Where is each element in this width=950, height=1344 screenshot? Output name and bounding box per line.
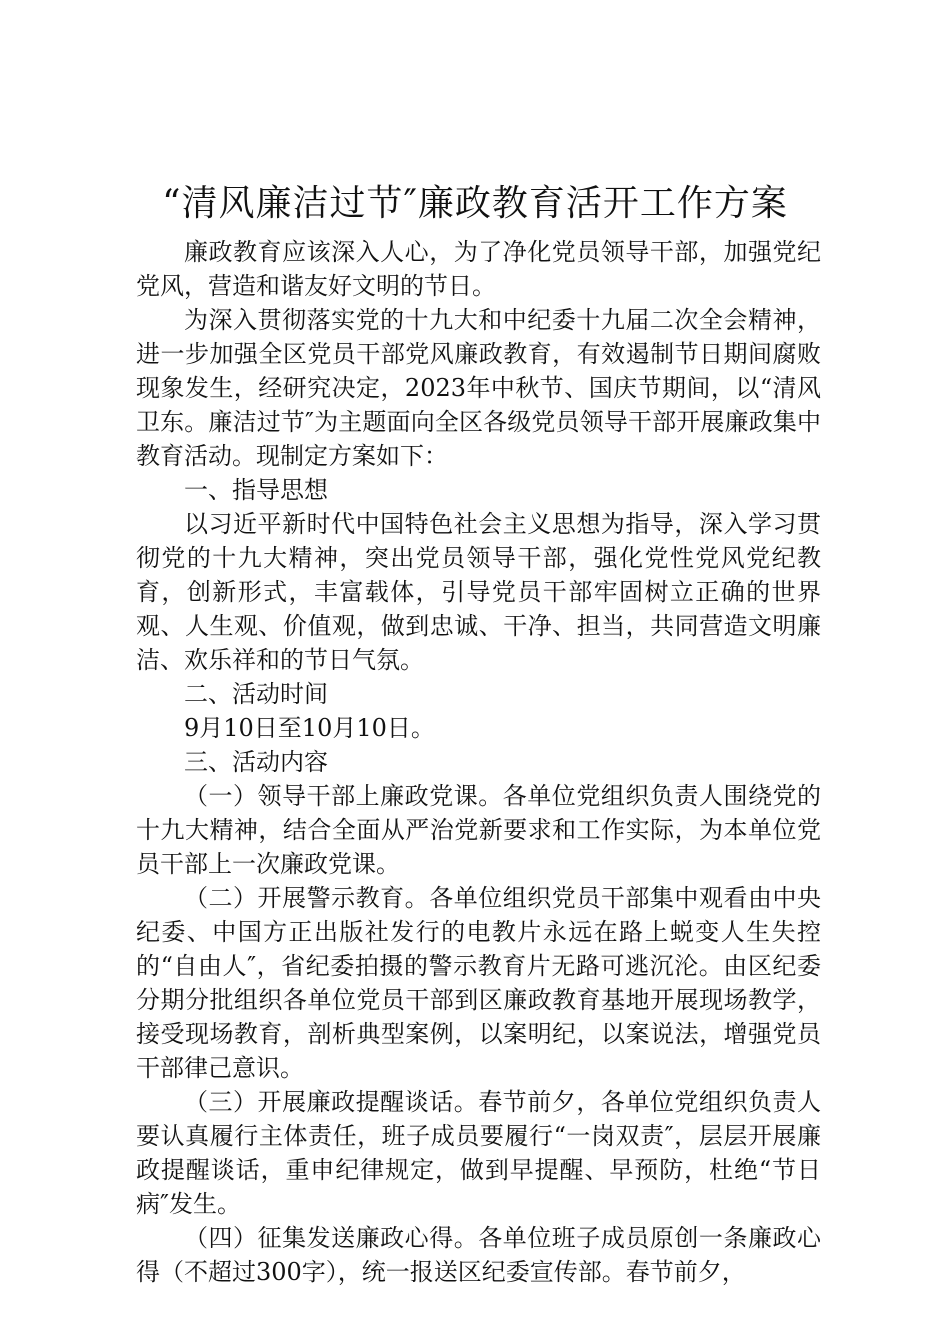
paragraph: 为深入贯彻落实党的十九大和中纪委十九届二次全会精神，进一步加强全区党员干部党风廉政教育，有效遏制节日期间腐败现象发生，经研究决定，2023年中秋节、国庆节期间，以“清风卫东。廉洁过节″为主题面向全区各级党员领导干部开展廉政集中教育活动。现制定方案如下： <box>136 306 821 470</box>
paragraph: （三）开展廉政提醒谈话。春节前夕，各单位党组织负责人要认真履行主体责任，班子成员要履行“一岗双责″，层层开展廉政提醒谈话，重申纪律规定，做到早提醒、早预防，杜绝“节日病″发生。 <box>136 1088 821 1218</box>
paragraph: （一）领导干部上廉政党课。各单位党组织负责人围绕党的十九大精神，结合全面从严治党新要求和工作实际，为本单位党员干部上一次廉政党课。 <box>136 782 821 878</box>
paragraph: （二）开展警示教育。各单位组织党员干部集中观看由中央纪委、中国方正出版社发行的电教片永远在路上蜕变人生失控的“自由人″，省纪委拍摄的警示教育片无路可逃沉沦。由区纪委分期分批组织各单位党员干部到区廉政教育基地开展现场教学，接受现场教育，剖析典型案例，以案明纪，以案说法，增强党员干部律己意识。 <box>136 884 821 1082</box>
document-body <box>136 235 821 1289</box>
document-title: “清风廉洁过节″廉政教育活开工作方案 <box>162 183 788 224</box>
paragraph: （四）征集发送廉政心得。各单位班子成员原创一条廉政心得（不超过300字），统一报送区纪委宣传部。春节前夕， <box>136 1224 821 1286</box>
paragraph: 廉政教育应该深入人心，为了净化党员领导干部，加强党纪党风，营造和谐友好文明的节日。 <box>136 238 821 300</box>
paragraph: 9月10日至10月10日。 <box>184 714 435 742</box>
section-heading: 三、活动内容 <box>184 748 328 776</box>
section-heading: 二、活动时间 <box>184 680 328 708</box>
paragraph: 以习近平新时代中国特色社会主义思想为指导，深入学习贯彻党的十九大精神，突出党员领导干部，强化党性党风党纪教育，创新形式，丰富载体，引导党员干部牢固树立正确的世界观、人生观、价值观，做到忠诚、干净、担当，共同营造文明廉洁、欢乐祥和的节日气氛。 <box>136 510 821 674</box>
section-heading: 一、指导思想 <box>184 476 328 504</box>
